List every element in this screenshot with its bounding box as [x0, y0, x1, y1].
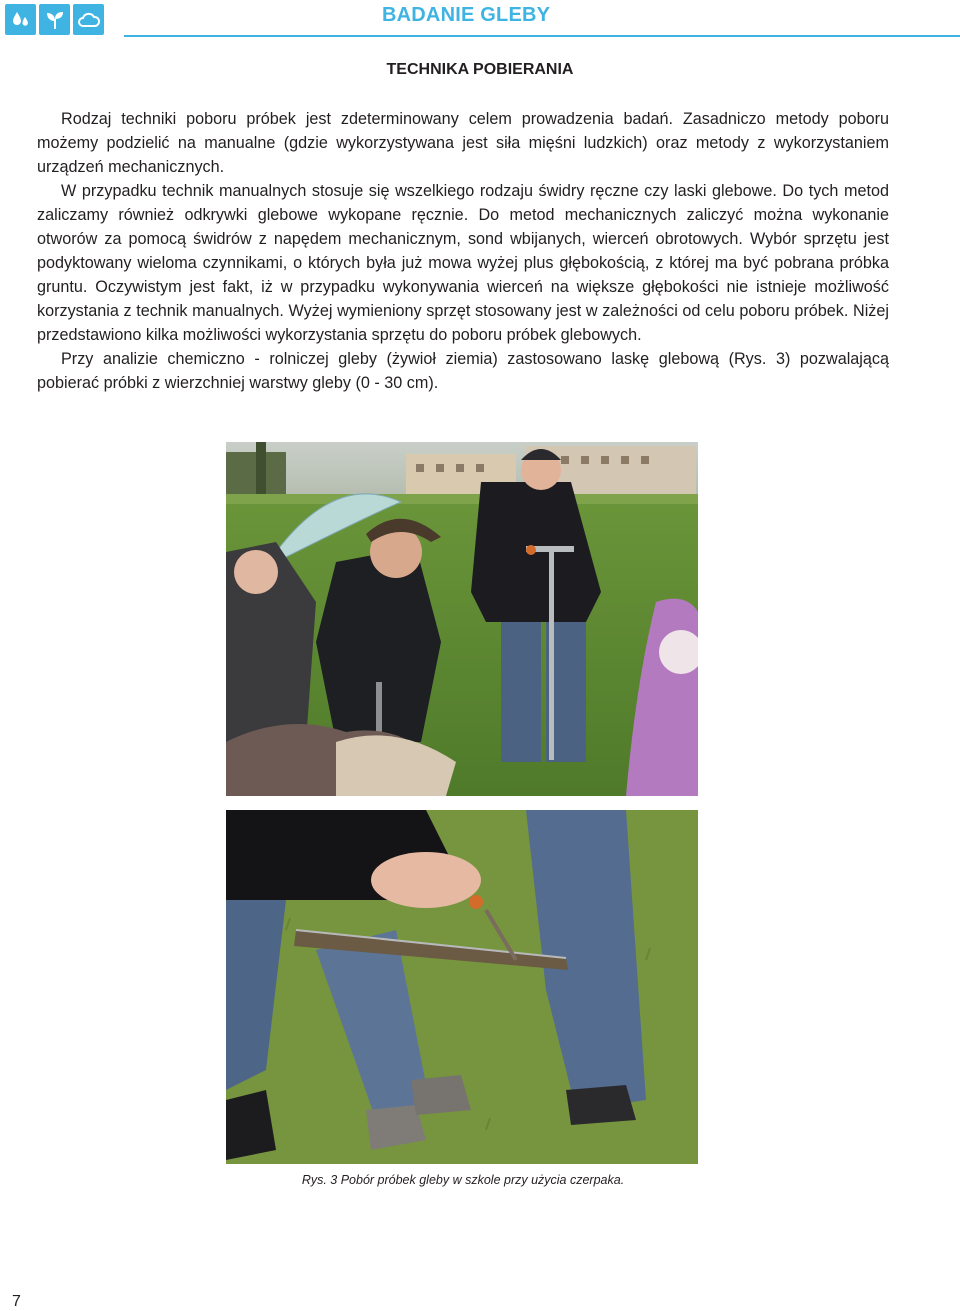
photo-soil-sampling-group — [226, 442, 698, 796]
header-title: BADANIE GLEBY — [382, 4, 551, 26]
cloud-icon — [73, 4, 104, 35]
water-drops-icon — [5, 4, 36, 35]
photo-soil-probe-closeup — [226, 810, 698, 1164]
leaf-icon — [39, 4, 70, 35]
paragraph: Przy analizie chemiczno - rolniczej gleby (żywioł ziemia) zastosowano laskę glebową (Rys. 3) pozwalającą pobierać próbki z wierzchniej warstwy gleby (0 - 30 cm). — [37, 350, 889, 392]
body-text — [37, 107, 889, 395]
header-icons — [5, 4, 104, 35]
page-number: 7 — [12, 1293, 21, 1310]
header-rule — [124, 35, 960, 37]
figure-caption: Rys. 3 Pobór próbek gleby w szkole przy użycia czerpaka. — [301, 1173, 625, 1187]
paragraph: Rodzaj techniki poboru próbek jest zdeterminowany celem prowadzenia badań. Zasadniczo metody poboru możemy podzielić na manualne (gdzie wykorzystywana jest siła mięśni ludzkich) oraz metody z wykorzystaniem urządzeń mechanicznych. — [37, 110, 889, 176]
paragraph: W przypadku technik manualnych stosuje się wszelkiego rodzaju świdry ręczne czy laski glebowe. Do tych metod zaliczamy również odkrywki glebowe wykopane ręcznie. Do metod mechanicznych zaliczyć można wykonanie otworów za pomocą świdrów z napędem mechanicznym, sond wbijanych, wierceń obrotowych. Wybór sprzętu jest podyktowany wieloma czynnikami, o których była już mowa wyżej plus głębokością, z której ma być pobrana próbka gruntu. Oczywistym jest fakt, iż w przypadku wykonywania wierceń na większe głębokości nie istnieje możliwość korzystania z technik manualnych. Wyżej wymieniony sprzęt stosowany jest w zależności od celu poboru próbek. Niżej przedstawiono kilka możliwości wykorzystania sprzętu do poboru próbek glebowych. — [37, 182, 889, 344]
section-title: TECHNIKA POBIERANIA — [386, 61, 574, 78]
